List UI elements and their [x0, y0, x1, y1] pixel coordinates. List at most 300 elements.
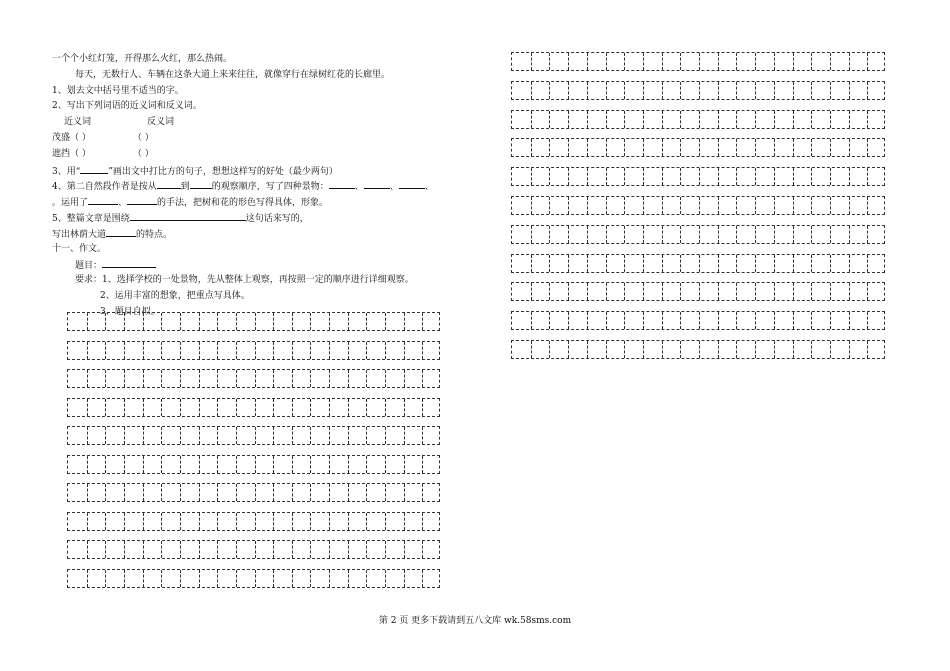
grid-cell-divider [199, 513, 200, 530]
grid-cell-divider [348, 484, 349, 501]
grid-cell-divider [568, 139, 569, 156]
grid-cell-divider [87, 541, 88, 558]
grid-row[interactable] [511, 110, 885, 129]
grid-cell-divider [105, 313, 106, 330]
grid-cell-divider [680, 111, 681, 128]
grid-cell-divider [699, 312, 700, 329]
grid-cell-divider [549, 312, 550, 329]
grid-cell-divider [811, 82, 812, 99]
grid-cell-divider [549, 168, 550, 185]
word-1-antonym: （ ） [132, 132, 154, 143]
grid-cell-divider [568, 283, 569, 300]
grid-cell-divider [366, 513, 367, 530]
grid-cell-divider [217, 342, 218, 359]
grid-cell-divider [199, 427, 200, 444]
grid-cell-divider [549, 226, 550, 243]
grid-cell-divider [793, 111, 794, 128]
grid-cell-divider [273, 370, 274, 387]
question-4-sep: 、 [354, 182, 364, 193]
grid-row[interactable] [67, 483, 440, 502]
grid-cell-divider [310, 456, 311, 473]
grid-cell-divider [87, 456, 88, 473]
grid-cell-divider [310, 484, 311, 501]
grid-cell-divider [217, 427, 218, 444]
grid-cell-divider [217, 513, 218, 530]
grid-cell-divider [624, 255, 625, 272]
grid-cell-divider [348, 456, 349, 473]
grid-row[interactable] [67, 569, 440, 588]
grid-cell-divider [736, 53, 737, 70]
composition-req-3: 3、题目自拟。 [100, 306, 160, 317]
grid-row[interactable] [67, 398, 440, 417]
grid-cell-divider [385, 399, 386, 416]
grid-row[interactable] [511, 254, 885, 273]
grid-cell-divider [587, 139, 588, 156]
title-blank[interactable] [102, 257, 156, 268]
grid-cell-divider [292, 484, 293, 501]
grid-cell-divider [867, 283, 868, 300]
grid-cell-divider [531, 255, 532, 272]
grid-cell-divider [587, 312, 588, 329]
grid-cell-divider [105, 456, 106, 473]
grid-cell-divider [310, 370, 311, 387]
grid-cell-divider [143, 570, 144, 587]
grid-cell-divider [199, 456, 200, 473]
grid-cell-divider [662, 168, 663, 185]
grid-cell-divider [606, 82, 607, 99]
grid-cell-divider [531, 312, 532, 329]
grid-cell-divider [105, 513, 106, 530]
grid-cell-divider [217, 370, 218, 387]
grid-cell-divider [643, 255, 644, 272]
grid-cell-divider [236, 342, 237, 359]
grid-cell-divider [736, 139, 737, 156]
grid-cell-divider [867, 197, 868, 214]
grid-cell-divider [830, 168, 831, 185]
blank[interactable] [88, 194, 118, 205]
grid-cell-divider [793, 255, 794, 272]
grid-cell-divider [105, 541, 106, 558]
grid-cell-divider [718, 53, 719, 70]
grid-cell-divider [404, 570, 405, 587]
grid-cell-divider [755, 111, 756, 128]
grid-cell-divider [624, 139, 625, 156]
grid-row[interactable] [511, 340, 885, 359]
grid-cell-divider [124, 370, 125, 387]
word-1-synonym: 茂盛（ ） [52, 132, 91, 143]
grid-cell-divider [793, 82, 794, 99]
synonym-heading: 近义词 [64, 117, 92, 128]
grid-cell-divider [366, 456, 367, 473]
grid-cell-divider [549, 111, 550, 128]
grid-cell-divider [143, 513, 144, 530]
grid-cell-divider [699, 168, 700, 185]
grid-cell-divider [531, 197, 532, 214]
grid-cell-divider [310, 570, 311, 587]
grid-cell-divider [662, 111, 663, 128]
grid-cell-divider [718, 341, 719, 358]
passage-line-1: 一个个小红灯笼，开得那么火红，那么热闹。 [52, 54, 233, 64]
grid-cell-divider [662, 82, 663, 99]
question-4-text-b: 到 [180, 182, 190, 193]
title-label: 题目： [75, 261, 103, 272]
grid-cell-divider [568, 341, 569, 358]
composition-req-2: 2、运用丰富的想象，把重点写具体。 [100, 290, 250, 301]
grid-cell-divider [180, 313, 181, 330]
grid-row[interactable] [67, 540, 440, 559]
grid-row[interactable] [511, 138, 885, 157]
grid-row[interactable] [511, 311, 885, 330]
grid-cell-divider [624, 283, 625, 300]
grid-cell-divider [662, 226, 663, 243]
grid-cell-divider [849, 82, 850, 99]
grid-row[interactable] [511, 282, 885, 301]
grid-cell-divider [849, 255, 850, 272]
grid-cell-divider [87, 427, 88, 444]
blank[interactable] [130, 210, 246, 221]
grid-cell-divider [531, 139, 532, 156]
blank[interactable] [80, 163, 108, 174]
composition-req-1: 要求：1、选择学校的一处景物，先从整体上观察，再按照一定的顺序进行详细观察。 [75, 275, 414, 286]
grid-cell-divider [531, 53, 532, 70]
grid-cell-divider [793, 283, 794, 300]
grid-row[interactable] [511, 225, 885, 244]
grid-cell-divider [680, 82, 681, 99]
grid-cell-divider [774, 341, 775, 358]
grid-cell-divider [811, 226, 812, 243]
grid-cell-divider [755, 341, 756, 358]
grid-cell-divider [755, 53, 756, 70]
question-3-text-a: 3、用“ [52, 166, 81, 177]
grid-cell-divider [180, 370, 181, 387]
grid-cell-divider [718, 197, 719, 214]
blank[interactable] [157, 178, 181, 189]
blank[interactable] [329, 178, 355, 189]
grid-cell-divider [87, 484, 88, 501]
grid-cell-divider [422, 541, 423, 558]
grid-cell-divider [124, 427, 125, 444]
grid-cell-divider [366, 342, 367, 359]
grid-cell-divider [404, 427, 405, 444]
grid-cell-divider [217, 399, 218, 416]
grid-cell-divider [568, 197, 569, 214]
grid-cell-divider [587, 82, 588, 99]
grid-cell-divider [811, 255, 812, 272]
grid-cell-divider [87, 313, 88, 330]
grid-cell-divider [531, 283, 532, 300]
grid-cell-divider [867, 312, 868, 329]
grid-cell-divider [830, 226, 831, 243]
grid-cell-divider [385, 484, 386, 501]
grid-cell-divider [143, 484, 144, 501]
grid-cell-divider [292, 342, 293, 359]
grid-cell-divider [736, 82, 737, 99]
grid-cell-divider [180, 342, 181, 359]
grid-cell-divider [422, 399, 423, 416]
grid-cell-divider [811, 312, 812, 329]
grid-cell-divider [273, 456, 274, 473]
grid-cell-divider [662, 139, 663, 156]
grid-cell-divider [105, 427, 106, 444]
grid-cell-divider [366, 399, 367, 416]
grid-cell-divider [366, 427, 367, 444]
grid-cell-divider [867, 53, 868, 70]
grid-cell-divider [105, 342, 106, 359]
question-4-sep: 、 [389, 182, 399, 193]
grid-cell-divider [366, 570, 367, 587]
grid-cell-divider [292, 541, 293, 558]
grid-row[interactable] [511, 52, 885, 71]
grid-cell-divider [643, 226, 644, 243]
grid-cell-divider [643, 53, 644, 70]
grid-cell-divider [348, 541, 349, 558]
grid-cell-divider [643, 168, 644, 185]
grid-cell-divider [292, 370, 293, 387]
grid-cell-divider [124, 342, 125, 359]
grid-row[interactable] [67, 369, 440, 388]
grid-cell-divider [236, 456, 237, 473]
question-4-text-a: 4、第二自然段作者是按从 [52, 182, 157, 193]
grid-cell-divider [273, 484, 274, 501]
grid-cell-divider [699, 53, 700, 70]
grid-cell-divider [718, 312, 719, 329]
grid-cell-divider [568, 53, 569, 70]
grid-cell-divider [811, 197, 812, 214]
grid-cell-divider [143, 370, 144, 387]
grid-cell-divider [422, 313, 423, 330]
grid-cell-divider [699, 255, 700, 272]
grid-cell-divider [587, 53, 588, 70]
grid-cell-divider [422, 513, 423, 530]
grid-cell-divider [830, 283, 831, 300]
grid-cell-divider [404, 342, 405, 359]
blank[interactable] [190, 178, 212, 189]
grid-cell-divider [680, 53, 681, 70]
grid-cell-divider [736, 341, 737, 358]
grid-row[interactable] [511, 167, 885, 186]
question-5-text-b: 这句话来写的， [245, 213, 309, 224]
grid-cell-divider [793, 197, 794, 214]
grid-cell-divider [774, 255, 775, 272]
grid-cell-divider [255, 427, 256, 444]
grid-cell-divider [87, 370, 88, 387]
grid-cell-divider [718, 139, 719, 156]
grid-cell-divider [255, 513, 256, 530]
grid-cell-divider [662, 341, 663, 358]
grid-cell-divider [699, 197, 700, 214]
grid-cell-divider [755, 139, 756, 156]
grid-cell-divider [736, 226, 737, 243]
grid-cell-divider [606, 53, 607, 70]
grid-row[interactable] [67, 455, 440, 474]
grid-cell-divider [180, 399, 181, 416]
passage-line-2: 每天，无数行人、车辆在这条大道上来来往往，就像穿行在绿树红花的长廊里。 [75, 69, 391, 80]
writing-grid-right[interactable] [511, 52, 885, 364]
grid-cell-divider [292, 513, 293, 530]
grid-cell-divider [143, 427, 144, 444]
grid-cell-divider [793, 226, 794, 243]
grid-cell-divider [624, 168, 625, 185]
question-3-text-b: ”画出文中打比方的句子，想想这样写的好处（最少两句） [108, 166, 338, 177]
grid-cell-divider [718, 82, 719, 99]
grid-cell-divider [310, 342, 311, 359]
grid-cell-divider [680, 283, 681, 300]
grid-cell-divider [404, 399, 405, 416]
grid-cell-divider [718, 255, 719, 272]
grid-cell-divider [680, 168, 681, 185]
antonym-heading: 反义词 [147, 117, 175, 128]
blank[interactable] [106, 226, 136, 237]
grid-cell-divider [180, 427, 181, 444]
grid-cell-divider [87, 399, 88, 416]
blank[interactable] [364, 178, 390, 189]
grid-cell-divider [849, 168, 850, 185]
grid-cell-divider [662, 283, 663, 300]
grid-cell-divider [793, 312, 794, 329]
grid-cell-divider [310, 399, 311, 416]
grid-cell-divider [385, 456, 386, 473]
grid-cell-divider [662, 197, 663, 214]
blank[interactable] [127, 194, 157, 205]
grid-cell-divider [105, 570, 106, 587]
grid-cell-divider [849, 226, 850, 243]
grid-cell-divider [718, 226, 719, 243]
grid-row[interactable] [67, 312, 440, 331]
grid-cell-divider [718, 283, 719, 300]
grid-cell-divider [236, 399, 237, 416]
grid-cell-divider [774, 139, 775, 156]
grid-cell-divider [867, 82, 868, 99]
grid-cell-divider [124, 399, 125, 416]
grid-cell-divider [531, 168, 532, 185]
grid-cell-divider [385, 541, 386, 558]
grid-row[interactable] [67, 512, 440, 531]
grid-cell-divider [422, 342, 423, 359]
grid-cell-divider [217, 313, 218, 330]
grid-cell-divider [587, 283, 588, 300]
grid-cell-divider [310, 513, 311, 530]
grid-cell-divider [606, 341, 607, 358]
grid-cell-divider [422, 427, 423, 444]
grid-cell-divider [549, 139, 550, 156]
grid-cell-divider [774, 53, 775, 70]
grid-cell-divider [793, 168, 794, 185]
grid-cell-divider [643, 197, 644, 214]
grid-cell-divider [404, 370, 405, 387]
grid-cell-divider [830, 53, 831, 70]
grid-cell-divider [774, 111, 775, 128]
grid-cell-divider [736, 111, 737, 128]
question-text-block [52, 52, 472, 321]
grid-cell-divider [699, 283, 700, 300]
grid-cell-divider [606, 283, 607, 300]
grid-row[interactable] [511, 196, 885, 215]
grid-cell-divider [568, 226, 569, 243]
grid-cell-divider [811, 168, 812, 185]
grid-cell-divider [624, 111, 625, 128]
grid-cell-divider [624, 341, 625, 358]
grid-row[interactable] [67, 426, 440, 445]
grid-cell-divider [236, 313, 237, 330]
grid-cell-divider [849, 197, 850, 214]
grid-cell-divider [606, 111, 607, 128]
grid-cell-divider [329, 427, 330, 444]
grid-cell-divider [755, 226, 756, 243]
grid-cell-divider [87, 570, 88, 587]
grid-cell-divider [143, 541, 144, 558]
grid-cell-divider [404, 541, 405, 558]
question-5-cont [52, 226, 472, 242]
grid-cell-divider [699, 341, 700, 358]
grid-cell-divider [87, 513, 88, 530]
grid-cell-divider [422, 484, 423, 501]
grid-cell-divider [568, 111, 569, 128]
grid-cell-divider [755, 168, 756, 185]
grid-row[interactable] [511, 81, 885, 100]
grid-cell-divider [624, 82, 625, 99]
grid-cell-divider [217, 541, 218, 558]
grid-cell-divider [736, 197, 737, 214]
grid-cell-divider [624, 53, 625, 70]
grid-cell-divider [348, 427, 349, 444]
grid-cell-divider [199, 370, 200, 387]
grid-cell-divider [385, 513, 386, 530]
page-footer: 第 2 页 更多下载请到五八文库 wk.58sms.com [378, 616, 572, 626]
question-2: 2、写出下列词语的近义词和反义词。 [52, 101, 202, 112]
grid-cell-divider [736, 255, 737, 272]
grid-cell-divider [587, 226, 588, 243]
word-2-antonym: （ ） [132, 148, 154, 159]
word-2-synonym: 遮挡（ ） [52, 148, 91, 159]
grid-cell-divider [643, 139, 644, 156]
grid-cell-divider [587, 168, 588, 185]
grid-cell-divider [531, 341, 532, 358]
grid-cell-divider [811, 111, 812, 128]
grid-cell-divider [310, 541, 311, 558]
grid-cell-divider [385, 313, 386, 330]
grid-cell-divider [217, 484, 218, 501]
grid-cell-divider [811, 341, 812, 358]
grid-cell-divider [124, 570, 125, 587]
grid-cell-divider [255, 484, 256, 501]
grid-cell-divider [217, 456, 218, 473]
grid-cell-divider [849, 53, 850, 70]
grid-row[interactable] [67, 341, 440, 360]
grid-cell-divider [329, 513, 330, 530]
grid-cell-divider [774, 312, 775, 329]
question-4-text-c: 的观察顺序，写了四种景物： [211, 182, 329, 193]
grid-cell-divider [755, 255, 756, 272]
grid-cell-divider [736, 312, 737, 329]
grid-cell-divider [273, 313, 274, 330]
grid-cell-divider [699, 139, 700, 156]
grid-cell-divider [755, 283, 756, 300]
grid-cell-divider [849, 139, 850, 156]
question-4 [52, 178, 472, 194]
writing-grid-left[interactable] [67, 312, 440, 590]
grid-cell-divider [774, 197, 775, 214]
grid-cell-divider [718, 111, 719, 128]
grid-cell-divider [161, 427, 162, 444]
grid-cell-divider [180, 541, 181, 558]
question-4-text-e: 、 [118, 198, 128, 209]
grid-cell-divider [292, 427, 293, 444]
grid-cell-divider [849, 283, 850, 300]
grid-cell-divider [273, 342, 274, 359]
question-2-headings [52, 115, 472, 131]
blank[interactable] [399, 178, 425, 189]
grid-cell-divider [180, 456, 181, 473]
